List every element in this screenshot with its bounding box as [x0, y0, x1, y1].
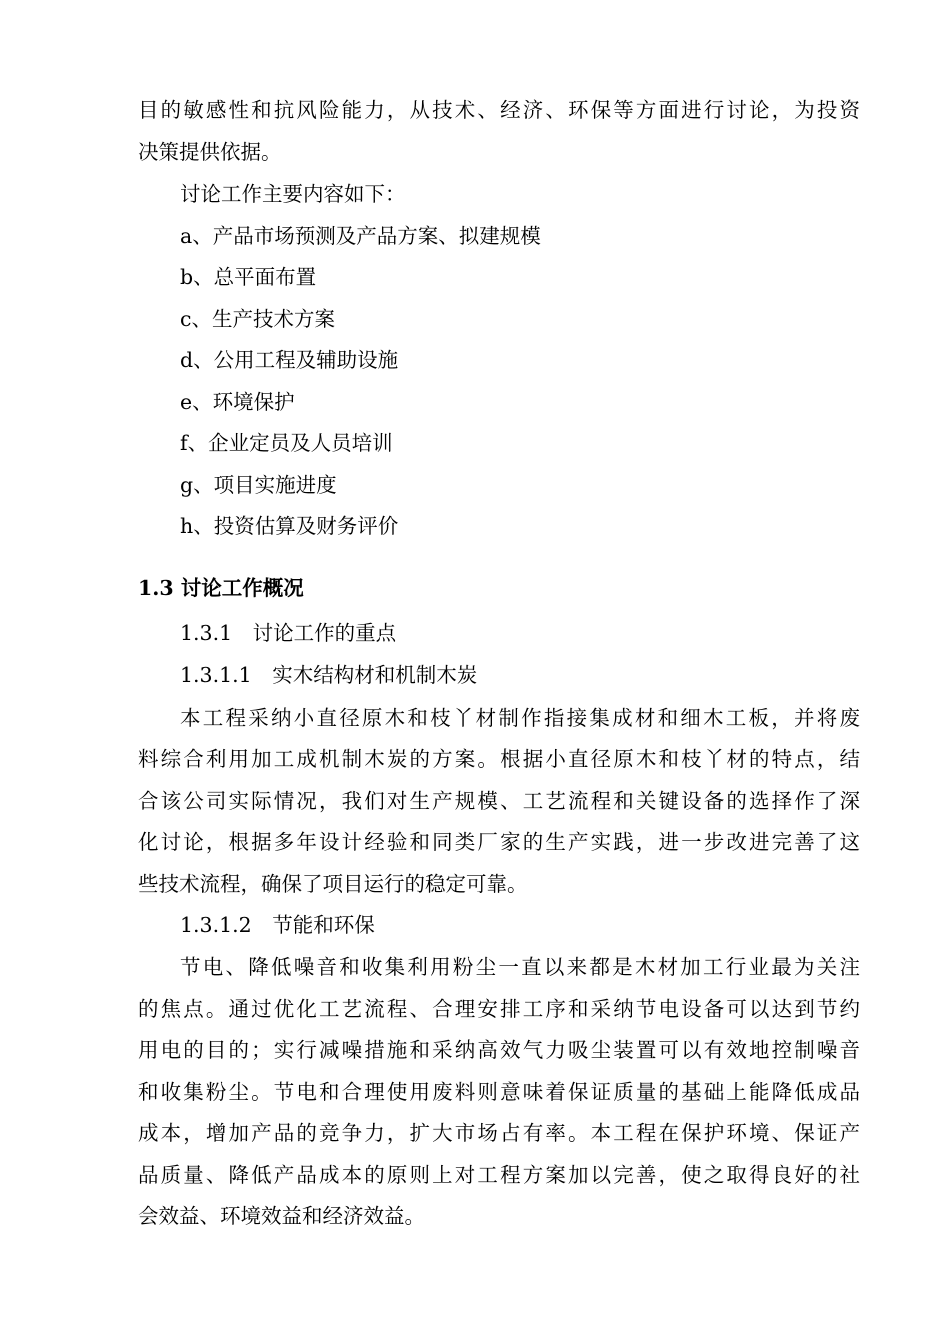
- para1-line-2: 料综合利用加工成机制木炭的方案。根据小直径原木和枝丫材的特点，结: [138, 747, 860, 771]
- para2-line-5: 成本，增加产品的竞争力，扩大市场占有率。本工程在保护环境、保证产: [138, 1121, 860, 1145]
- para2-line-3: 用电的目的；实行减噪措施和采纳高效气力吸尘装置可以有效地控制噪音: [138, 1038, 860, 1062]
- para1-line-3: 合该公司实际情况，我们对生产规模、工艺流程和关键设备的选择作了深: [138, 789, 860, 813]
- contents-item-b: b、总平面布置: [180, 265, 317, 289]
- subsection-1-3-1-1: 1.3.1.1 实木结构材和机制木炭: [180, 663, 478, 687]
- contents-item-f: f、企业定员及人员培训: [180, 431, 393, 455]
- intro-line-2: 决策提供依据。: [138, 140, 282, 164]
- subsection-1-3-1-2: 1.3.1.2 节能和环保: [180, 913, 375, 937]
- para2-line-1: 节电、降低噪音和收集利用粉尘一直以来都是木材加工行业最为关注: [180, 955, 860, 979]
- para1-line-1: 本工程采纳小直径原木和枝丫材制作指接集成材和细木工板，并将废: [180, 706, 860, 730]
- para2-line-4: 和收集粉尘。节电和合理使用废料则意味着保证质量的基础上能降低成品: [138, 1080, 860, 1104]
- para2-line-6: 品质量、降低产品成本的原则上对工程方案加以完善，使之取得良好的社: [138, 1163, 860, 1187]
- contents-heading: 讨论工作主要内容如下：: [180, 182, 406, 206]
- para1-line-5: 些技术流程，确保了项目运行的稳定可靠。: [138, 872, 528, 896]
- intro-line-1: 目的敏感性和抗风险能力，从技术、经济、环保等方面进行讨论，为投资: [138, 98, 860, 122]
- contents-item-g: g、项目实施进度: [180, 473, 337, 497]
- contents-item-e: e、环境保护: [180, 390, 295, 414]
- para2-line-2: 的焦点。通过优化工艺流程、合理安排工序和采纳节电设备可以达到节约: [138, 997, 860, 1021]
- para2-line-7: 会效益、环境效益和经济效益。: [138, 1204, 425, 1228]
- subsection-1-3-1: 1.3.1 讨论工作的重点: [180, 621, 397, 645]
- section-title: 1.3 讨论工作概况: [138, 576, 304, 600]
- contents-item-d: d、公用工程及辅助设施: [180, 348, 399, 372]
- contents-item-c: c、生产技术方案: [180, 307, 335, 331]
- contents-item-a: a、产品市场预测及产品方案、拟建规模: [180, 224, 541, 248]
- contents-item-h: h、投资估算及财务评价: [180, 514, 399, 538]
- para1-line-4: 化讨论，根据多年设计经验和同类厂家的生产实践，进一步改进完善了这: [138, 830, 860, 854]
